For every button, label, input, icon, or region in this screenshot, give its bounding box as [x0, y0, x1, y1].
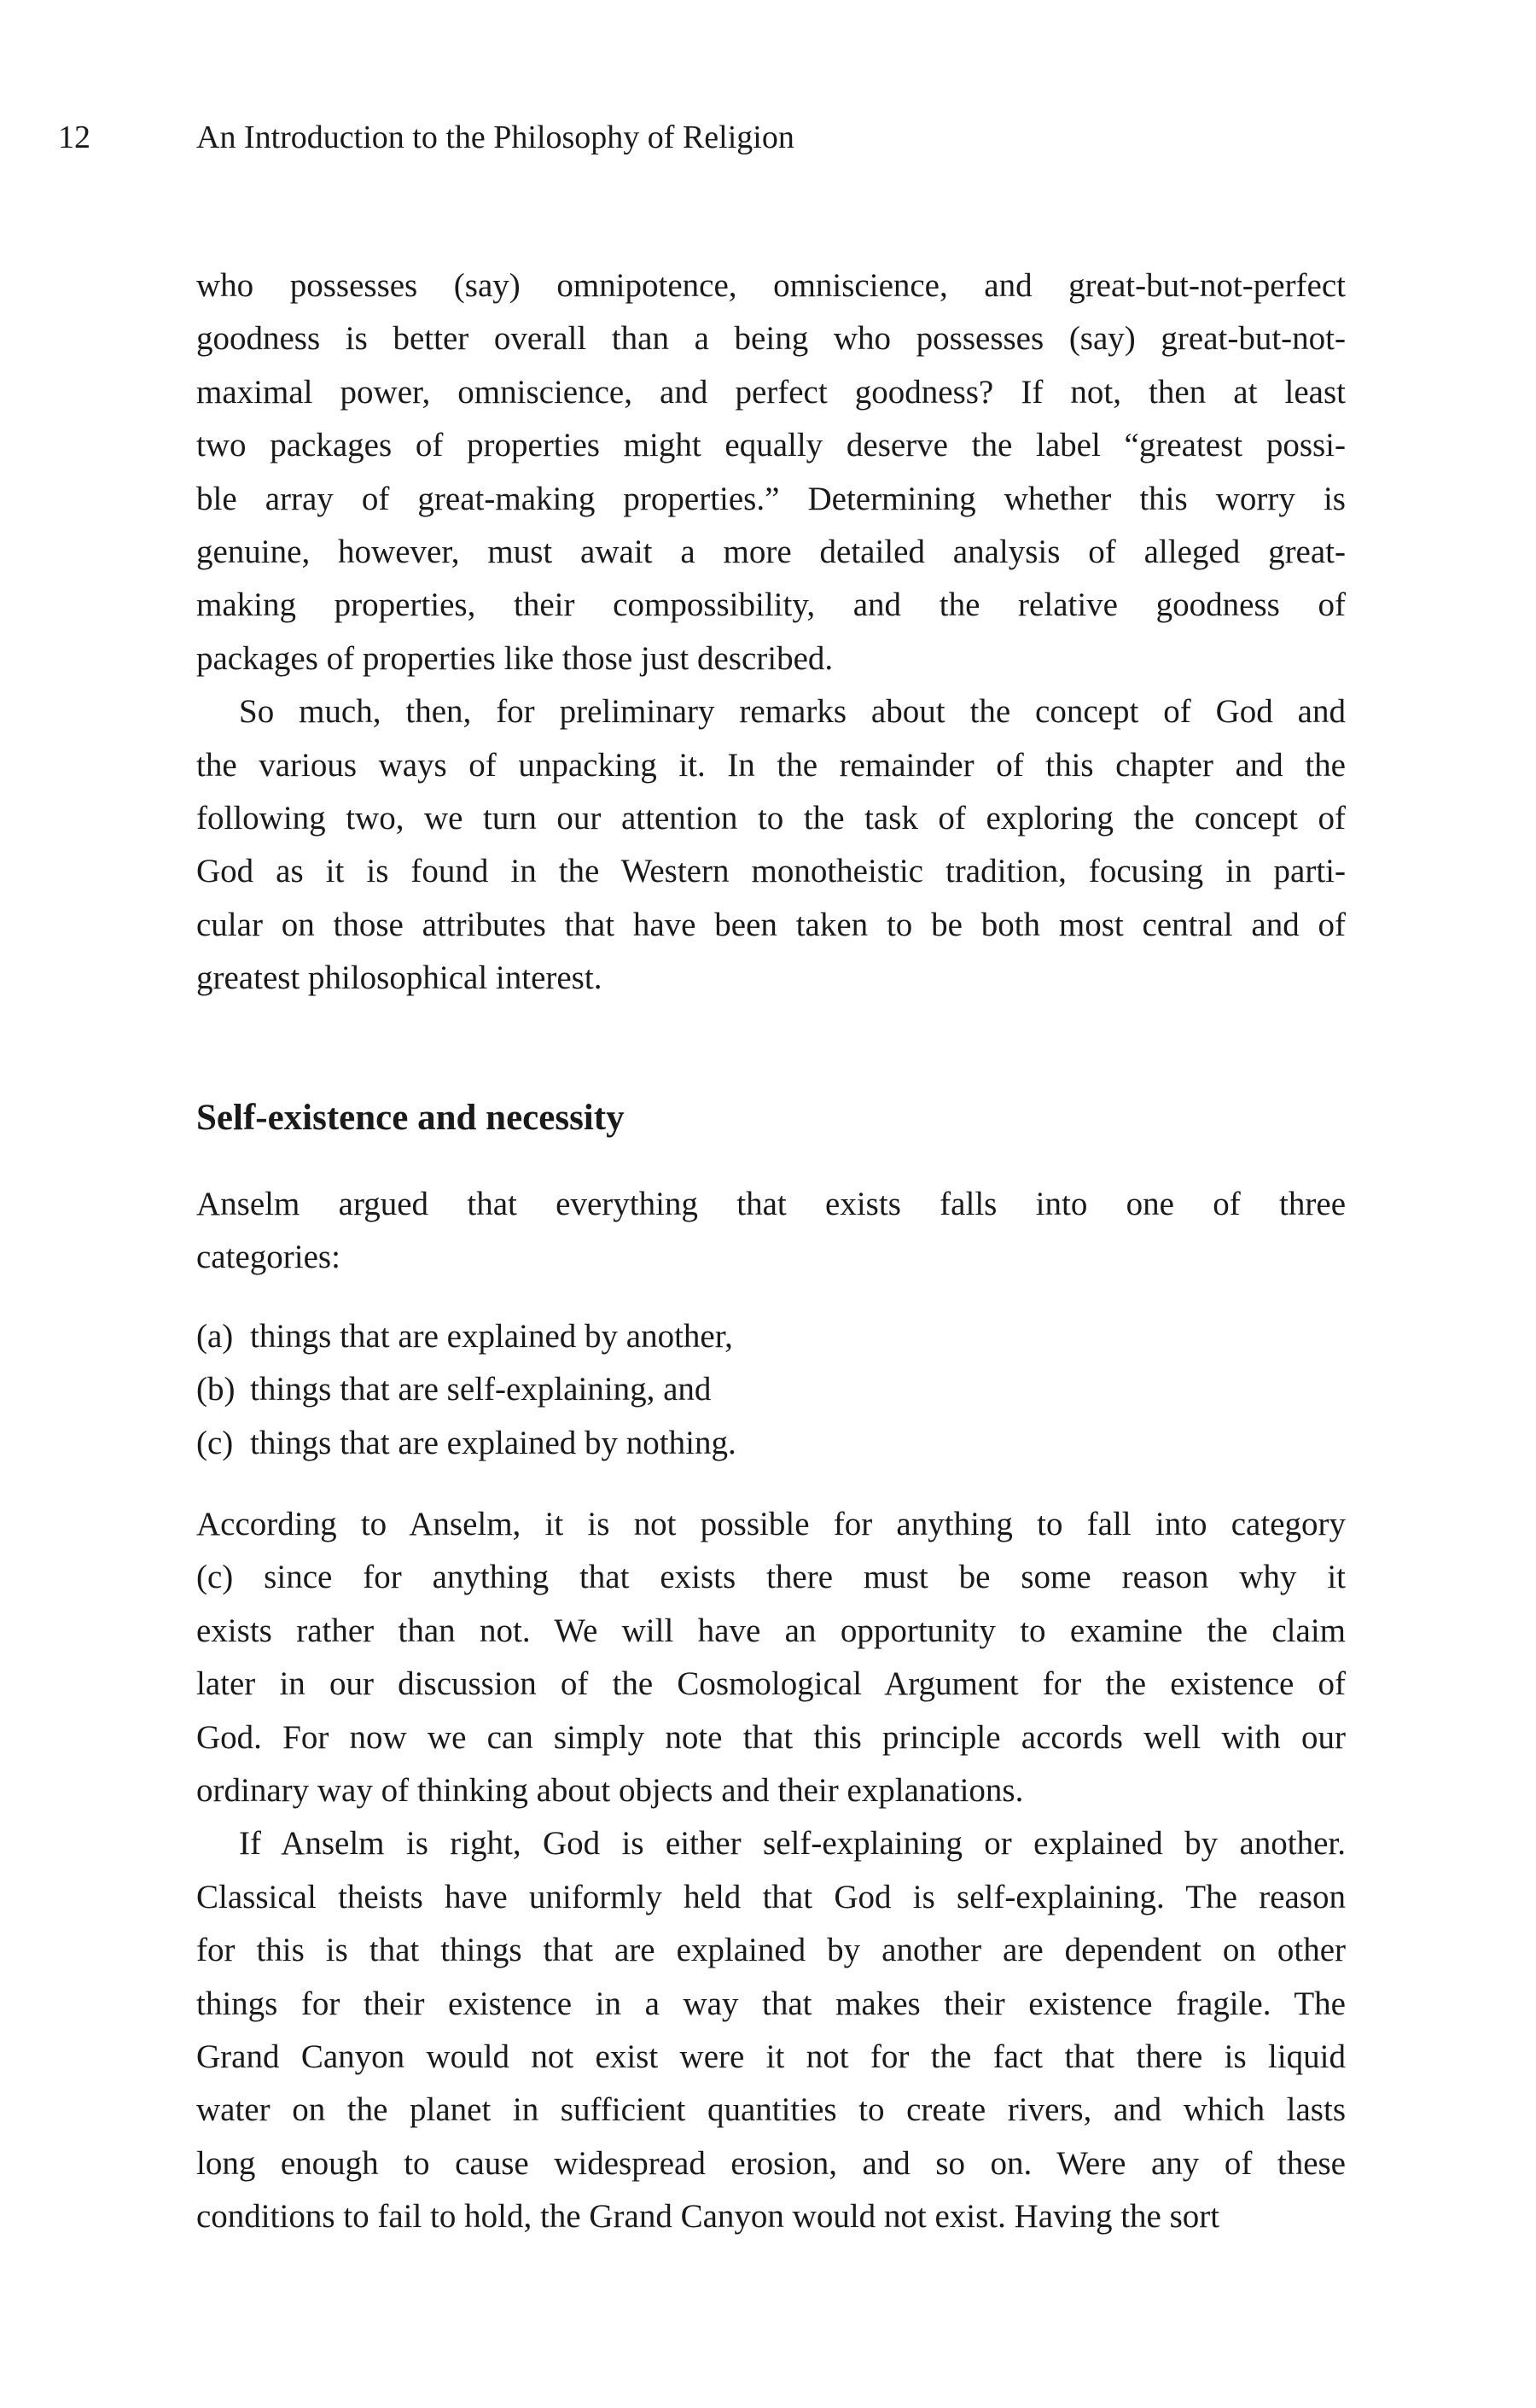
paragraph-line: If Anselm is right, God is either self-explaining or explained by another. — [239, 1825, 1346, 1863]
list-label: (c) — [196, 1424, 234, 1461]
paragraph-line: things for their existence in a way that makes their existence fragile. The — [196, 1985, 1346, 2022]
paragraph-line: making properties, their compossibility, and the relative goodness of — [196, 586, 1346, 624]
paragraph-line: following two, we turn our attention to the task of exploring the concept of — [196, 799, 1346, 837]
paragraph-line: goodness is better overall than a being who possesses (say) great-but-not- — [196, 320, 1346, 358]
paragraph-line: two packages of properties might equally deserve the label “greatest possi- — [196, 427, 1346, 464]
list-text: things that are explained by nothing. — [250, 1424, 736, 1461]
paragraph-line: ble array of great-making properties.” Determining whether this worry is — [196, 480, 1346, 517]
paragraph-line: packages of properties like those just described. — [196, 639, 834, 677]
paragraph-line: genuine, however, must await a more detailed analysis of alleged great- — [196, 533, 1346, 570]
paragraph-line: long enough to cause widespread erosion, and so on. Were any of these — [196, 2144, 1346, 2182]
paragraph-line: water on the planet in sufficient quantities to create rivers, and which lasts — [196, 2091, 1346, 2129]
running-title: An Introduction to the Philosophy of Religion — [196, 120, 794, 155]
list-item — [196, 1363, 1346, 1416]
text-block-top — [196, 259, 1346, 1005]
paragraph-line: (c) since for anything that exists there must be some reason why it — [196, 1559, 1346, 1596]
paragraph-line: Grand Canyon would not exist were it not for the fact that there is liquid — [196, 2038, 1346, 2075]
section-heading: Self-existence and necessity — [196, 1098, 625, 1138]
page-number: 12 — [58, 120, 90, 155]
list-text: things that are self-explaining, and — [250, 1371, 712, 1408]
list-item — [196, 1310, 1346, 1363]
intro-paragraph — [196, 1178, 1346, 1285]
paragraph-line: greatest philosophical interest. — [196, 959, 602, 997]
paragraph-line: According to Anselm, it is not possible for anything to fall into category — [196, 1506, 1346, 1542]
list-text: things that are explained by another, — [250, 1318, 733, 1355]
list-label: (b) — [196, 1371, 236, 1408]
paragraph-line: later in our discussion of the Cosmological Argument for the existence of — [196, 1665, 1346, 1703]
paragraph-line: Anselm argued that everything that exists falls into one of three — [196, 1186, 1346, 1222]
paragraph-line: for this is that things that are explained by another are dependent on other — [196, 1932, 1346, 1969]
paragraph-line: God as it is found in the Western monotheistic tradition, focusing in parti- — [196, 853, 1346, 890]
paragraph-line: Classical theists have uniformly held that God is self-explaining. The reason — [196, 1878, 1346, 1915]
paragraph-line: cular on those attributes that have been taken to be both most central and of — [196, 906, 1346, 943]
paragraph-line: So much, then, for preliminary remarks about the concept of God and — [239, 693, 1346, 731]
paragraph-line: conditions to fail to hold, the Grand Canyon would not exist. Having the sort — [196, 2198, 1220, 2236]
paragraph-line: maximal power, omniscience, and perfect goodness? If not, then at least — [196, 373, 1346, 411]
paragraph-line: the various ways of unpacking it. In the remainder of this chapter and the — [196, 746, 1346, 784]
list-label: (a) — [196, 1318, 234, 1355]
text-block-bottom — [196, 1498, 1346, 2243]
paragraph-line: exists rather than not. We will have an opportunity to examine the claim — [196, 1612, 1346, 1649]
paragraph-line: ordinary way of thinking about objects and their explanations. — [196, 1771, 1024, 1809]
paragraph-line: God. For now we can simply note that this principle accords well with our — [196, 1718, 1346, 1756]
list-item — [196, 1417, 1346, 1470]
paragraph-line: categories: — [196, 1239, 340, 1276]
category-list — [196, 1310, 1346, 1470]
paragraph-line: who possesses (say) omnipotence, omniscience, and great-but-not-perfect — [196, 267, 1346, 304]
